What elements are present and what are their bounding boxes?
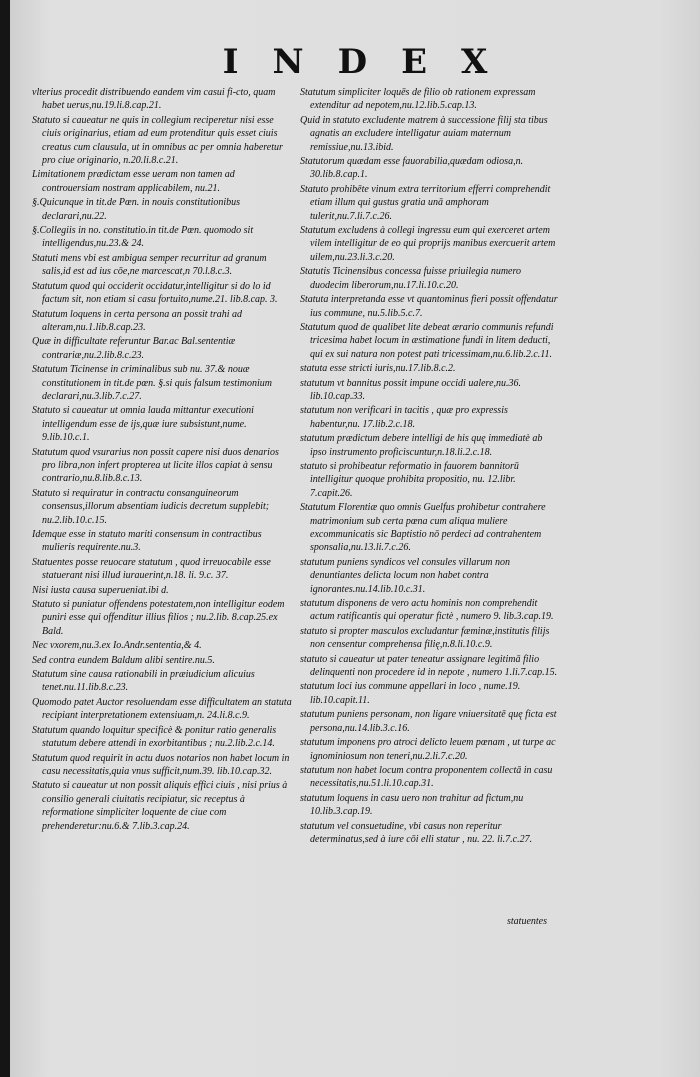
index-entry: Quomodo patet Auctor resoluendam esse difficultatem an statuta recipiant interpretationem extensiuam,n. 24.li.8.c.9. xyxy=(32,696,292,722)
index-entry: statutum prædictum debere intelligi de his quę immediatè ab ipso instrumento proficiscuntur,n.18.li.2.c.18. xyxy=(300,433,543,458)
index-entry: Statutis Ticinensibus concessa fuisse priuilegia numero duodecim liberorum,nu.17.li.10.c.20. xyxy=(300,266,522,291)
index-entry: statutum vel consuetudine, vbi casus non reperitur determinatus,sed à iure cōi elli statur , nu. 22. li.7.c.27. xyxy=(300,820,533,845)
index-entry: Statutum sine causa rationabili in præiudicium alicuius tenet.nu.11.lib.8.c.23. xyxy=(32,669,255,694)
index-entry: Statutum Ticinense in criminalibus sub nu. 37.& nouæ constitutionem in tit.de pœn. §.si quis falsum testimonium declarari,nu.3.lib.7.c.27. xyxy=(32,364,272,402)
index-entry: Quæ in difficultate referuntur Bar.ac Bal.sententiæ contrariæ,nu.2.lib.8.c.23. xyxy=(32,336,236,361)
index-entry: Statuto prohibēte vinum extra territorium efferri comprehendit etiam illum qui gustus gratia unā amphoram tulerit,nu.7.li.7.c.26. xyxy=(300,183,551,222)
index-entry: statuta esse stricti iuris,nu.17.lib.8.c.2. xyxy=(300,363,456,375)
index-entry: Statuto si caueatur ut omnia lauda mittantur executioni intelligendum esse de ijs,quæ iure subsistunt,nume. 9.lib.10.c.1. xyxy=(32,405,254,444)
index-entry: statutum imponens pro atroci delicto leuem pœnam , ut turpe ac ignominiosum non teneri,nu.2.li.7.c.20. xyxy=(300,737,556,762)
index-entry: Statuta interpretanda esse vt quantominus fieri possit offendatur ius commune, nu.5.lib.5.c.7. xyxy=(300,294,558,319)
book-page xyxy=(10,0,700,1077)
index-entry: Nec vxorem,nu.3.ex Io.Andr.sententia,& 4. xyxy=(32,640,202,652)
index-entry: Statuentes posse reuocare statutum , quod irreuocabile esse statuerant nisi illud iurauerint,n.18. li. 9.c. 37. xyxy=(32,556,271,582)
index-entry: Statutum Florentiæ quo omnis Guelfus prohibetur contrahere matrimonium sub certa pœna cum aliqua muliere excommunicatis sic Baptistio nō perdeci ad contrahentem sponsalia,nu.13.li.7.c.26. xyxy=(300,502,546,554)
index-entry: Statutum loquens in certa persona an possit trahi ad alteram,nu.1.lib.8.cap.23. xyxy=(32,308,242,333)
index-entry: statutum non verificari in tacitis , quæ pro expressis habentur,nu. 17.lib.2.c.18. xyxy=(300,405,508,430)
index-entry: statutum loci ius commune appellari in loco , nume.19. lib.10.capit.11. xyxy=(300,681,521,706)
index-entry: statuto si prohibeatur reformatio in fauorem bannitorū intelligitur quoque prohibita propositio, nu. 12.libr. 7.capit.26. xyxy=(300,460,519,499)
index-entry: Statuti mens vbi est ambigua semper recurritur ad granum salis,id est ad ius cōe,ne marcescat,n 70.l.8.c.3. xyxy=(32,252,267,278)
index-entry: Nisi iusta causa superueniat.ibi d. xyxy=(32,584,169,596)
index-entry: Statuto si caueatur ne quis in collegium reciperetur nisi esse ciuis originarius, etiam ad eum protenditur quis esset ciuis creatus cum clausula, ut in omnibus ac per omnia haberetur pro ciue originario, n.20.li.8.c.21. xyxy=(32,114,283,167)
index-entry: Idemque esse in statuto mariti consensum in contractibus mulieris requirente.nu.3. xyxy=(32,529,262,554)
index-entry: statutum disponens de vero actu hominis non comprehendit actum ratificantis qui operatur fictè , numero 9. lib.3.cap.19. xyxy=(300,598,554,623)
index-entry: Statuto si requiratur in contractu consanguineorum consensus,illorum absentiam iudicis decretum supplebit; nu.2.lib.10.c.15. xyxy=(32,487,270,526)
index-entry: Sed contra eundem Baldum alibi sentire.nu.5. xyxy=(32,654,215,666)
page-title: INDEX xyxy=(222,42,522,82)
index-entry: Statutum quod requirit in actu duos notarios non habet locum in casu necessitatis,quia vnus sufficit,num.39. lib.10.cap.32. xyxy=(32,752,290,777)
index-column-right xyxy=(300,86,560,847)
index-entry: §.Quicunque in tit.de Pœn. in nouis constitutionibus declarari,nu.22. xyxy=(32,197,241,222)
index-entry: Statutum simpliciter loquēs de filio ob rationem expressam extenditur ad nepotem,nu.12.lib.5.cap.13. xyxy=(300,87,536,112)
index-entry: statutum vt bannitus possit impune occidi ualere,nu.36. lib.10.cap.33. xyxy=(300,377,522,402)
index-entry: statutum puniens syndicos vel consules villarum non denuntiantes delicta locum non habet contra ignorantes.nu.14.lib.10.c.31. xyxy=(300,556,510,595)
index-entry: Quid in statuto excludente matrem à successione filij sta tibus agnatis an excludere intelligatur auiam maternum remissiue,nu.13.ibid. xyxy=(300,114,548,153)
index-entry: §.Collegiis in no. constitutio.in tit.de Pœn. quomodo sit intelligendus,nu.23.& 24. xyxy=(32,225,254,250)
index-entry: statuto si propter masculos excludantur fæminæ,institutis filijs non censentur comprehensa filię,n.8.li.10.c.9. xyxy=(300,625,550,651)
index-entry: Statutum quando loquitur specificè & ponitur ratio generalis statutum debere attendi in exorbitantibus ; nu.2.lib.2.c.14. xyxy=(32,724,277,750)
index-entry: statutum puniens personam, non ligare vniuersitatē quę ficta est persona,nu.14.lib.3.c.16. xyxy=(300,709,557,734)
index-entry: Statuto si puniatur offendens potestatem,non intelligitur eodem puniri esse qui offenditur illius filios ; nu.2.lib. 8.cap.25.ex Bald. xyxy=(32,599,285,637)
catchword: statuentes xyxy=(507,916,547,927)
index-entry: Statutum quod de qualibet lite debeat ærario communis refundi tricesima habet locum in æstimatione fundi in litem deducti, qui ex sui natura non potest pati tricessimam,nu.6.lib.2.c.11. xyxy=(300,321,554,360)
index-entry: statuto si caueatur ut pater teneatur assignare legitimā filio delinquenti non procedere id in nepote , numero 1.li.7.cap.15. xyxy=(300,653,558,679)
index-entry: Statuto si caueatur ut non possit aliquis effici ciuis , nisi prius à consilio generali ciuitatis recipiatur, sic receptus à reformatione simpliciter loquente de ciue com prehenderetur:nu.6.& 7.lib.3.cap.24. xyxy=(32,780,288,832)
index-entry: statutum loquens in casu uero non trahitur ad fictum,nu 10.lib.3.cap.19. xyxy=(300,792,524,818)
index-entry: statutum non habet locum contra proponentem collectā in casu necessitatis,nu.51.li.10.cap.31. xyxy=(300,764,553,790)
index-entry: Limitationem prædictam esse ueram non tamen ad controuersiam nostram applicabilem, nu.21. xyxy=(32,169,235,194)
index-entry: Statutum quod vsurarius non possit capere nisi duos denarios pro libra,non infert propterea ut licite illos capiat à sensu contrario,nu.8.lib.8.c.13. xyxy=(32,446,279,485)
index-entry: vlterius procedit distribuendo eandem vim casui fi-cto, quam habet uerus,nu.19.li.8.cap.21. xyxy=(32,87,276,112)
index-entry: Statutorum quædam esse fauorabilia,quædam odiosa,n. 30.lib.8.cap.1. xyxy=(300,156,524,181)
index-entry: Statutum excludens à collegi ingressu eum qui exerceret artem vilem intelligitur de eo qui proprijs manibus exercuerit artem uilem,nu.23.li.3.c.20. xyxy=(300,225,556,263)
index-entry: Statutum quod qui occiderit occidatur,intelligitur si do lo id factum sit, non etiam si casu fortuito,nume.21. lib.8.cap. 3. xyxy=(32,280,278,306)
index-column-left xyxy=(32,86,294,834)
